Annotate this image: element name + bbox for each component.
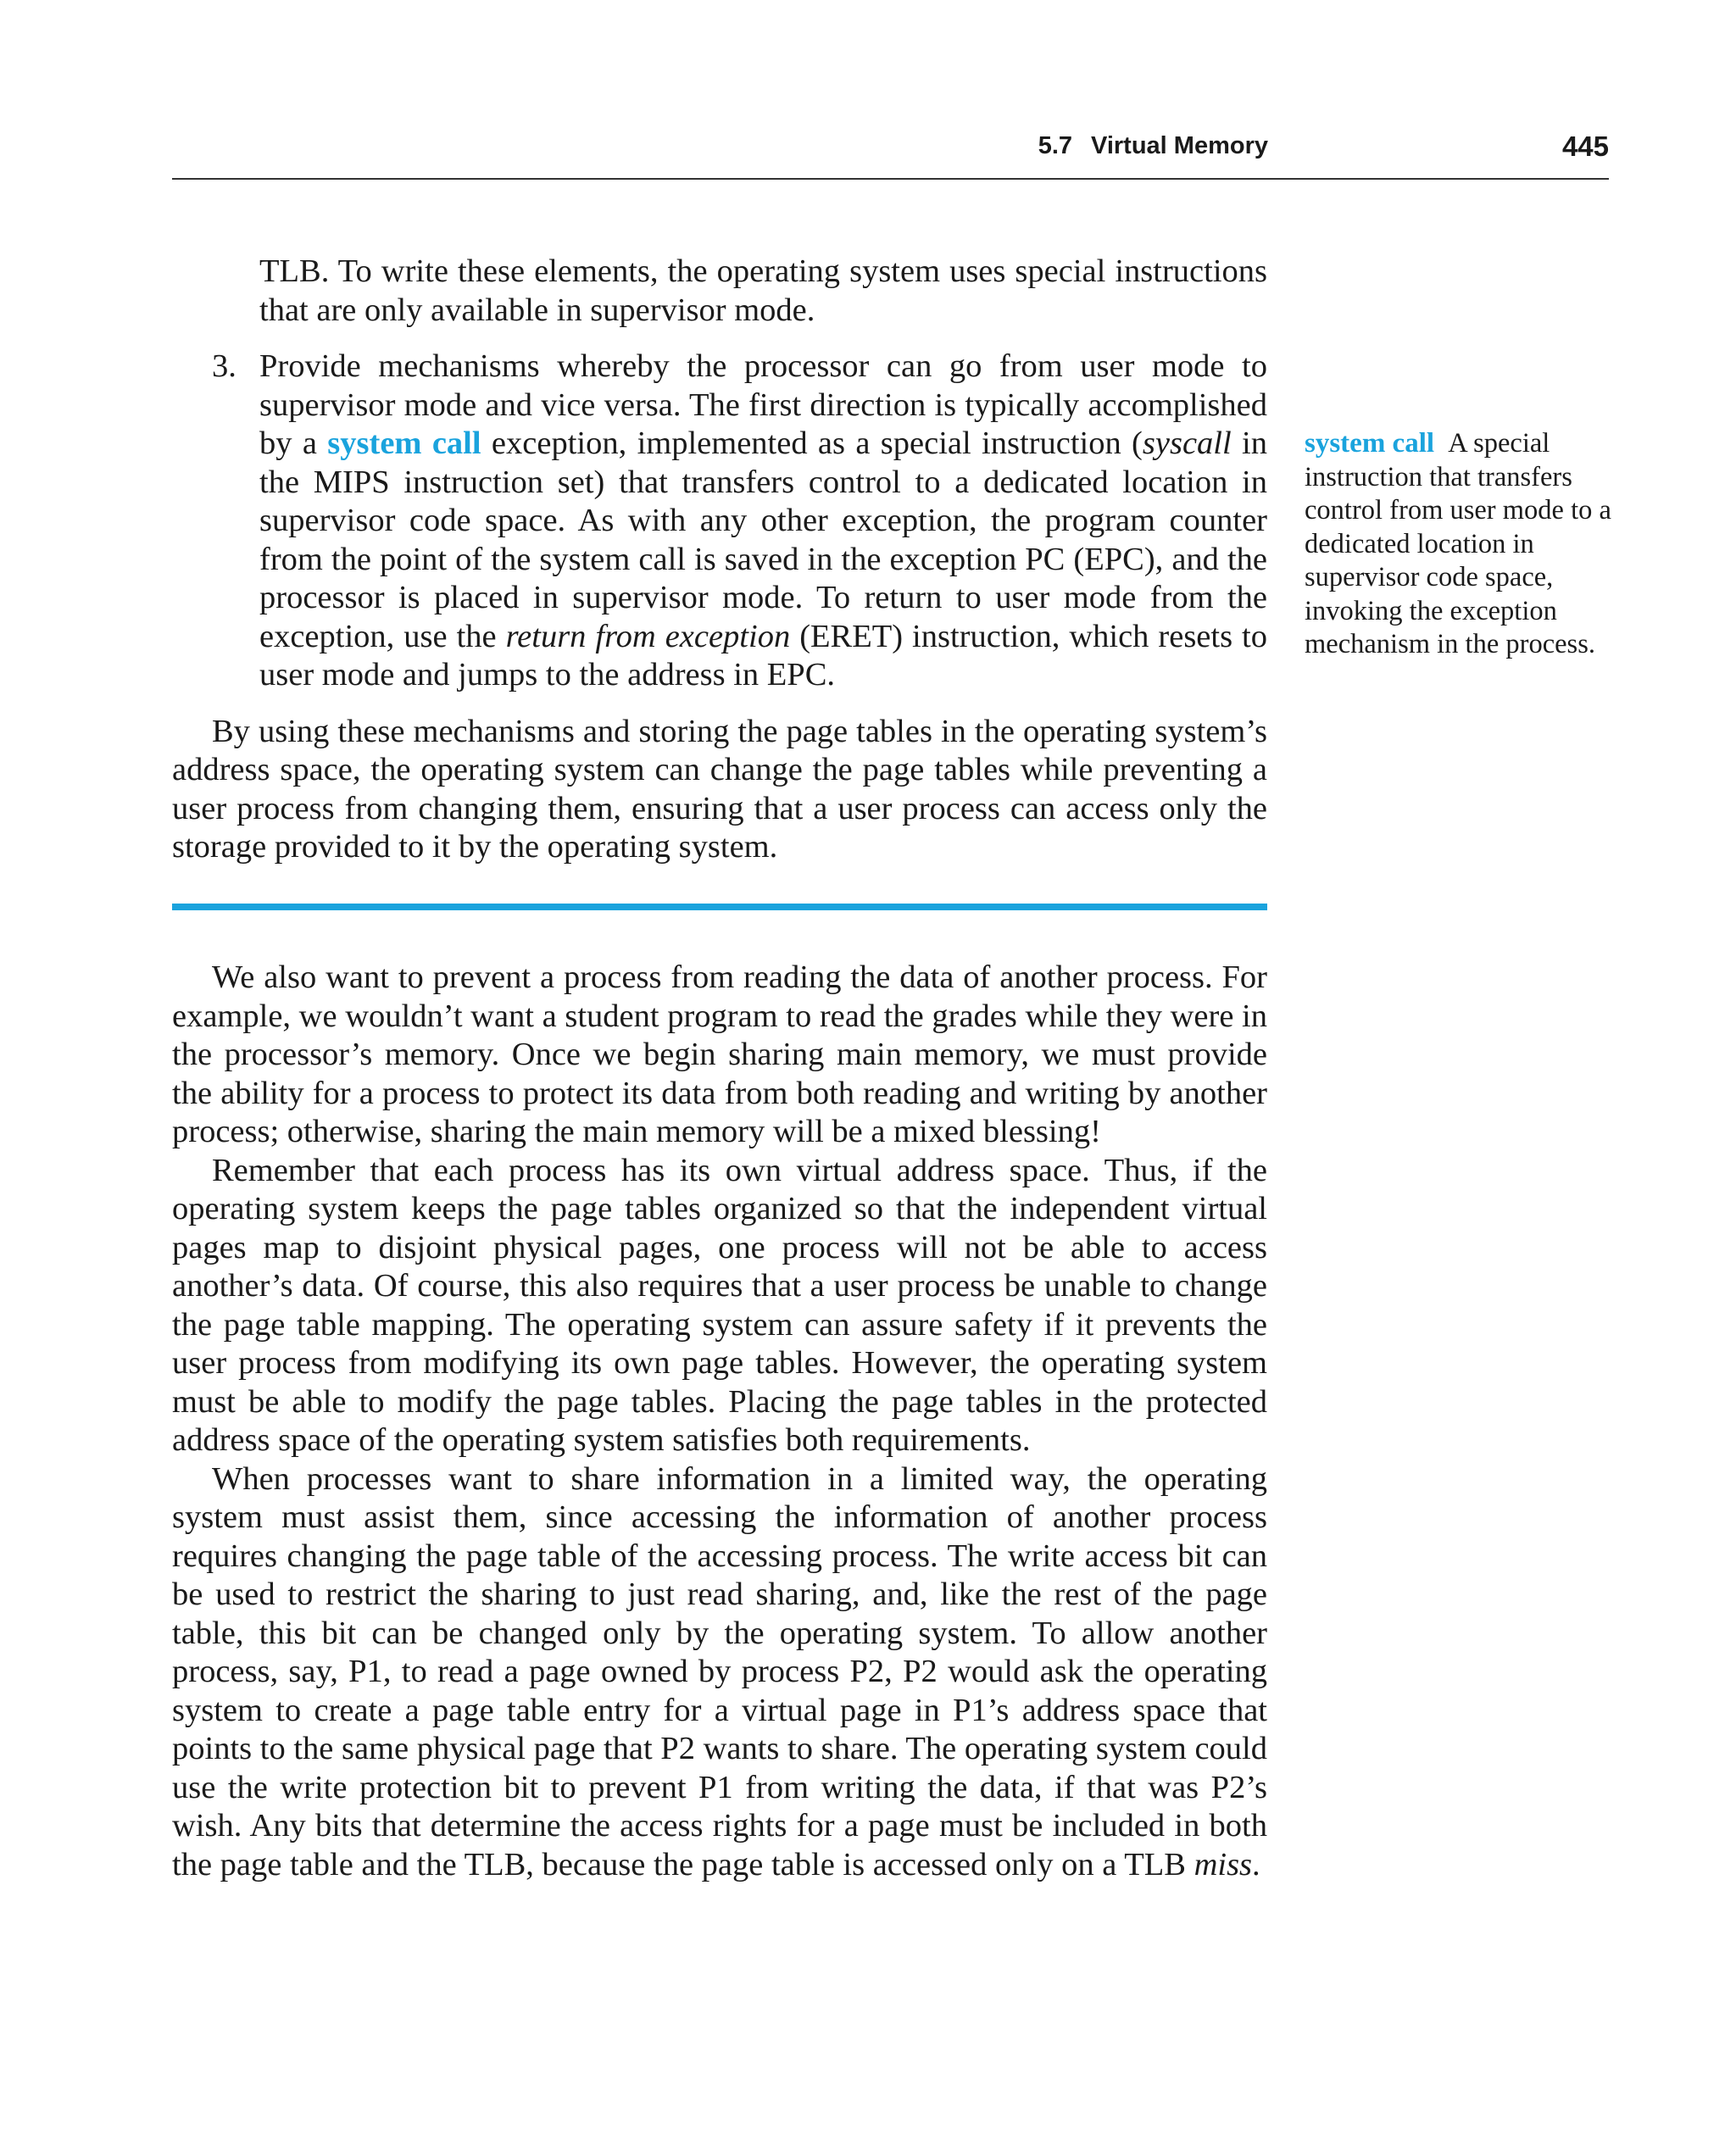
- margin-definition: A special instruction that transfers control from user mode to a dedicated location in supervisor code space, invoking the exception mechanism in the process.: [1305, 428, 1611, 659]
- list-item-text: (ERET) instruction, which resets to user mode and jumps to the address in EPC.: [259, 618, 1268, 692]
- section-label: [1038, 132, 1268, 160]
- margin-glossary-note: [1305, 427, 1618, 662]
- paragraph-3-end: .: [1252, 1846, 1260, 1882]
- list-item-text: in the MIPS instruction set) that transfers control to a dedicated location in supervisor code space. As with any other exception, the program counter from the point of the system call is saved in the exception PC (EPC), and the processor is placed in supervisor mode. To return to user mode from the exception, use the: [259, 425, 1267, 654]
- section-number: 5.7: [1038, 132, 1073, 159]
- term-system-call: system call: [327, 425, 481, 461]
- list-item-2-continuation: TLB. To write these elements, the operating system uses special instructions that are only available in supervisor mode.: [259, 253, 1267, 328]
- list-item-3: [172, 348, 1267, 695]
- miss-italic: miss: [1194, 1846, 1253, 1882]
- page-number: 445: [1561, 131, 1609, 162]
- main-text-block: [172, 959, 1267, 1884]
- paragraph-2: Remember that each process has its own virtual address space. Thus, if the operating system keeps the page tables organized so that the independent virtual pages map to disjoint physical pages, one process will not be able to access another’s data. Of course, this also requires that a user process be unable to change the page table mapping. The operating system can assure safety if it prevents the user process from modifying its own page tables. However, the operating system must be able to modify the page tables. Placing the page tables in the protected address space of the operating system satisfies both requirements.: [172, 1152, 1267, 1458]
- section-title: Virtual Memory: [1091, 132, 1268, 159]
- margin-term: system call: [1305, 428, 1435, 459]
- eret-italic: return from exception: [505, 618, 791, 654]
- paragraph-1: We also want to prevent a process from reading the data of another process. For example, we wouldn’t want a student program to read the grades while they were in the processor’s memory. Once we begin sharing main memory, we must provide the ability for a process to protect its data from both reading and writing by another process; otherwise, sharing the main memory will be a mixed blessing!: [172, 959, 1267, 1149]
- top-text-block: [172, 253, 1267, 867]
- closing-paragraph: By using these mechanisms and storing the page tables in the operating system’s address space, the operating system can change the page tables while preventing a user process from changing them, ensuring that a user process can access only the storage provided to it by the operating system.: [172, 713, 1267, 865]
- paragraph-3-text: When processes want to share information in a limited way, the operating system must assist them, since accessing the information of another process requires changing the page table of the accessing process. The write access bit can be used to restrict the sharing to just read sharing, and, like the rest of the page table, this bit can be changed only by the operating system. To allow another process, say, P1, to read a page owned by process P2, P2 would ask the operating system to create a page table entry for a virtual page in P1’s address space that points to the same physical page that P2 wants to share. The operating system could use the write protection bit to prevent P1 from writing the data, if that was P2’s wish. Any bits that determine the access rights for a page must be included in both the page table and the TLB, because the page table is accessed only on a TLB: [172, 1460, 1267, 1882]
- section-divider-rule: [172, 904, 1267, 910]
- paragraph-3: [172, 1460, 1267, 1885]
- list-item-number: 3.: [212, 348, 236, 384]
- list-item-text: exception, implemented as a special instruction (: [481, 425, 1143, 461]
- syscall-italic: syscall: [1142, 425, 1232, 461]
- running-head: [172, 127, 1609, 180]
- list-item-text: Provide mechanisms whereby the processor can go from user mode to supervisor mode and vice versa. The first direction is typically accomplished by a: [259, 348, 1267, 461]
